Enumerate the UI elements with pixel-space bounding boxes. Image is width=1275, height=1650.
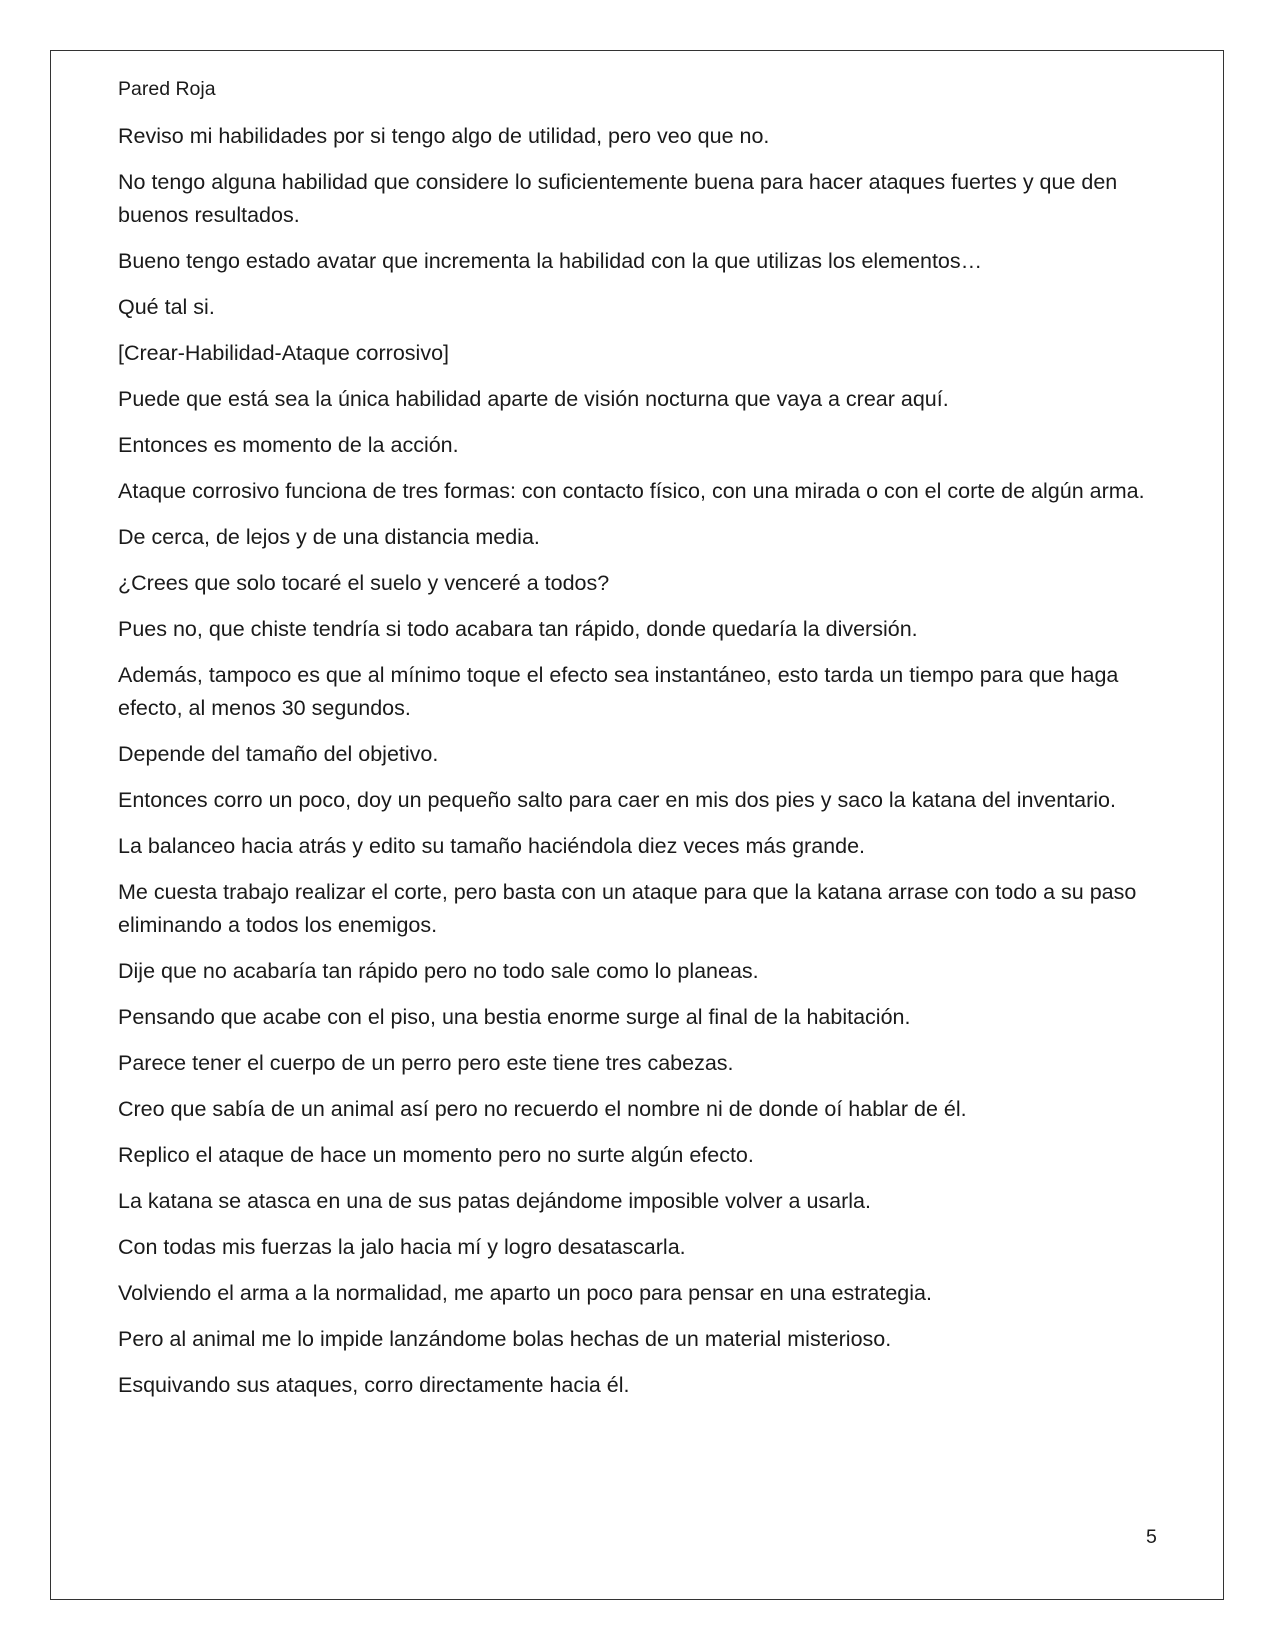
paragraph: Creo que sabía de un animal así pero no recuerdo el nombre ni de donde oí hablar de él. xyxy=(118,1097,967,1121)
paragraph: Qué tal si. xyxy=(118,295,215,319)
paragraph: Puede que está sea la única habilidad aparte de visión nocturna que vaya a crear aquí. xyxy=(118,387,949,411)
paragraph: Entonces es momento de la acción. xyxy=(118,433,459,457)
paragraph: Pero al animal me lo impide lanzándome bolas hechas de un material misterioso. xyxy=(118,1327,892,1351)
paragraph: La balanceo hacia atrás y edito su tamaño haciéndola diez veces más grande. xyxy=(118,834,865,858)
page-number: 5 xyxy=(1146,1526,1157,1548)
paragraph: Con todas mis fuerzas la jalo hacia mí y logro desatascarla. xyxy=(118,1235,686,1259)
paragraph: ¿Crees que solo tocaré el suelo y venceré a todos? xyxy=(118,571,610,595)
paragraph: Pensando que acabe con el piso, una bestia enorme surge al final de la habitación. xyxy=(118,1005,911,1029)
paragraph: [Crear-Habilidad-Ataque corrosivo] xyxy=(118,341,450,365)
paragraph: Volviendo el arma a la normalidad, me aparto un poco para pensar en una estrategia. xyxy=(118,1281,932,1305)
paragraph: No tengo alguna habilidad que considere lo suficientemente buena para hacer ataques fuertes y que den buenos resultados. xyxy=(118,170,1118,227)
paragraph: Parece tener el cuerpo de un perro pero este tiene tres cabezas. xyxy=(118,1051,734,1075)
paragraph: La katana se atasca en una de sus patas dejándome imposible volver a usarla. xyxy=(118,1189,871,1213)
paragraph: Bueno tengo estado avatar que incrementa la habilidad con la que utilizas los elementos… xyxy=(118,249,983,273)
paragraph: Replico el ataque de hace un momento pero no surte algún efecto. xyxy=(118,1143,754,1167)
page-header-title: Pared Roja xyxy=(118,78,216,100)
paragraph: Depende del tamaño del objetivo. xyxy=(118,742,439,766)
paragraph: De cerca, de lejos y de una distancia media. xyxy=(118,525,540,549)
paragraph: Reviso mi habilidades por si tengo algo de utilidad, pero veo que no. xyxy=(118,124,770,148)
paragraph: Esquivando sus ataques, corro directamente hacia él. xyxy=(118,1373,630,1397)
paragraph: Además, tampoco es que al mínimo toque el efecto sea instantáneo, esto tarda un tiempo para que haga efecto, al menos 30 segundos. xyxy=(118,663,1119,720)
document-body xyxy=(118,120,1158,1415)
paragraph: Pues no, que chiste tendría si todo acabara tan rápido, donde quedaría la diversión. xyxy=(118,617,918,641)
paragraph: Me cuesta trabajo realizar el corte, pero basta con un ataque para que la katana arrase con todo a su paso eliminando a todos los enemigos. xyxy=(118,880,1137,937)
paragraph: Ataque corrosivo funciona de tres formas: con contacto físico, con una mirada o con el corte de algún arma. xyxy=(118,479,1145,503)
paragraph: Entonces corro un poco, doy un pequeño salto para caer en mis dos pies y saco la katana del inventario. xyxy=(118,788,1116,812)
paragraph: Dije que no acabaría tan rápido pero no todo sale como lo planeas. xyxy=(118,959,759,983)
